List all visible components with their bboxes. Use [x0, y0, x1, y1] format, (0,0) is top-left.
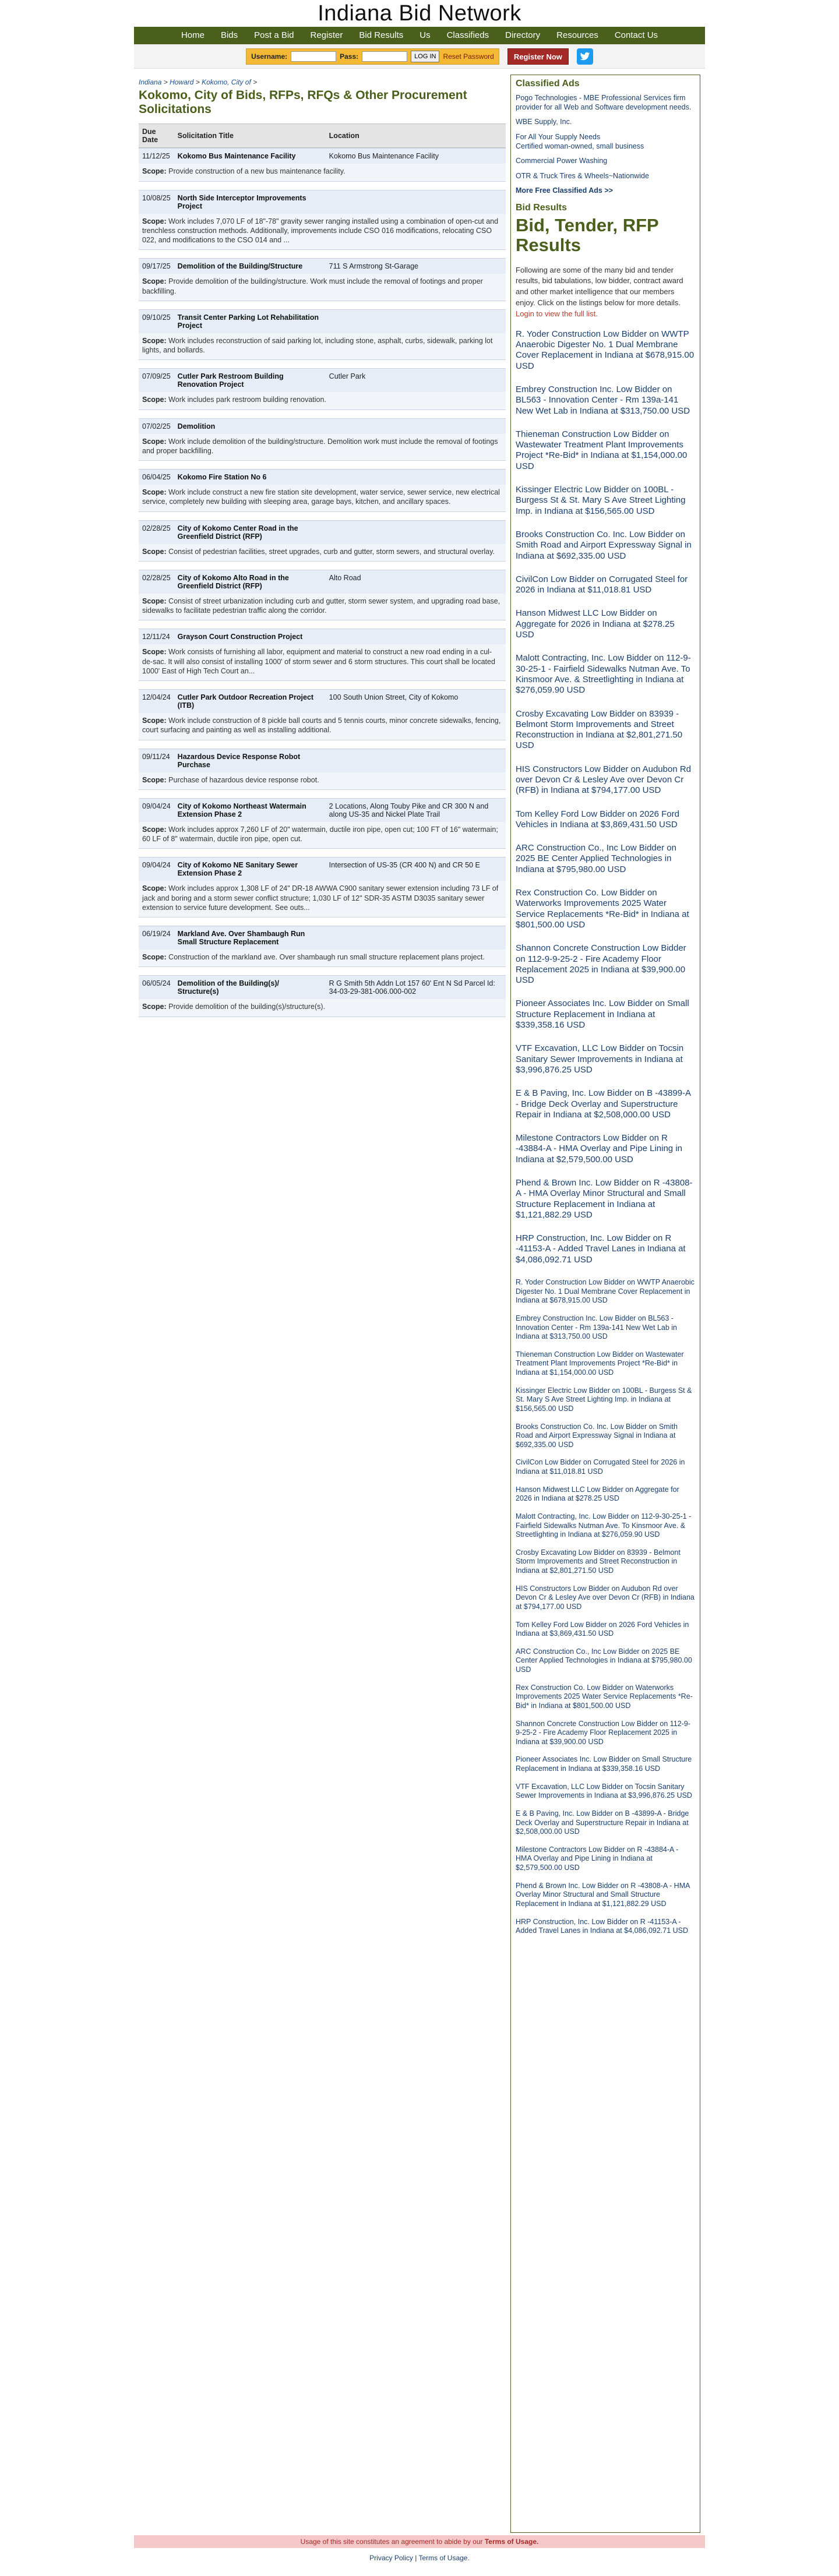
row-location [326, 520, 506, 544]
scope-text: Work consists of furnishing all labor, equipment and material to construct a new road ending in a cul-de-sac. It will also consist of installing 1000' of storm sewer and 6 storm structures. This court shall be located 1000' East of High Tech Court an... [142, 648, 495, 675]
row-location [326, 309, 506, 333]
bid-result-item-compact[interactable]: Hanson Midwest LLC Low Bidder on Aggregate for 2026 in Indiana at $278.25 USD [516, 1485, 679, 1503]
row-location: Intersection of US-35 (CR 400 N) and CR 50 E [326, 857, 506, 881]
scope-label: Scope: [142, 217, 167, 225]
scope-text: Work includes approx 7,260 LF of 20" watermain, ductile iron pipe, open cut; 100 FT of 16" watermain; 60 LF of 8" watermain, ductile iron pipe, open cut. [142, 825, 498, 844]
row-location: 100 South Union Street, City of Kokomo [326, 689, 506, 713]
table-row-scope [139, 392, 506, 410]
classified-ad-item[interactable]: Commercial Power Washing [516, 157, 608, 165]
bid-result-item-compact[interactable]: Malott Contracting, Inc. Low Bidder on 112-9-30-25-1 - Fairfield Sidewalks Nutman Ave. To Kinsmoor Ave. & Streetlighting in Indiana at $276,059.90 USD [516, 1512, 692, 1539]
row-spacer [139, 461, 506, 469]
row-due-date: 06/05/24 [139, 975, 174, 999]
bid-result-item[interactable]: HRP Construction, Inc. Low Bidder on R -41153-A - Added Travel Lanes in Indiana at $4,086,092.71 USD [516, 1233, 686, 1265]
nav-item-bid-results[interactable]: Bid Results [359, 30, 404, 40]
login-form [246, 48, 499, 65]
row-scope-cell [139, 164, 506, 181]
bid-result-item-compact[interactable]: Shannon Concrete Construction Low Bidder on 112-9-9-25-2 - Fire Academy Floor Replacement 2025 in Indiana at $39,900.00 USD [516, 1719, 690, 1746]
page-title: Kokomo, City of Bids, RFPs, RFQs & Other Procurement Solicitations [139, 89, 467, 117]
scope-text: Construction of the markland ave. Over shambaugh run small structure replacement plans project. [168, 953, 485, 962]
nav-item-us[interactable]: Us [420, 30, 431, 40]
table-row-scope [139, 950, 506, 967]
row-title-link[interactable]: City of Kokomo NE Sanitary Sewer Extension Phase 2 [174, 857, 326, 881]
nav-item-contact-us[interactable]: Contact Us [614, 30, 658, 40]
breadcrumb-state[interactable]: Indiana [139, 78, 162, 86]
scope-text: Work includes reconstruction of said parking lot, including stone, asphalt, curbs, sidewalk, parking lot lights, and bollards. [142, 336, 493, 355]
scope-label: Scope: [142, 825, 167, 834]
col-title: Solicitation Title [174, 123, 326, 148]
row-scope-cell [139, 881, 506, 918]
footer-links [134, 2554, 705, 2562]
row-spacer [139, 620, 506, 629]
bid-results-label: Bid Results [516, 203, 567, 213]
scope-label: Scope: [142, 488, 167, 497]
row-spacer-cell [139, 461, 506, 469]
scope-text: Work include construct a new fire station site development, water service, sewer service, new electrical service, completely new building with sleeping area, garage bays, kitchen, and ancillary spaces. [142, 488, 500, 506]
bid-result-item-compact[interactable]: R. Yoder Construction Low Bidder on WWTP Anaerobic Digester No. 1 Dual Membrane Cover Replacement in Indiana at $678,915.00 USD [516, 1278, 695, 1305]
row-title-link[interactable]: Demolition of the Building(s)/ Structure(s) [174, 975, 326, 999]
row-title-link[interactable]: Demolition of the Building/Structure [174, 258, 326, 274]
row-spacer-cell [139, 301, 506, 309]
row-title-link[interactable]: Grayson Court Construction Project [174, 629, 326, 644]
scope-text: Consist of pedestrian facilities, street upgrades, curb and gutter, storm sewers, and structural overlay. [168, 547, 495, 556]
bid-result-item-compact[interactable]: Rex Construction Co. Low Bidder on Waterworks Improvements 2025 Water Service Replacements *Re-Bid* in Indiana at $801,500.00 USD [516, 1683, 693, 1710]
table-row-scope [139, 485, 506, 512]
bid-results-list [516, 329, 695, 1265]
row-due-date: 02/28/25 [139, 570, 174, 594]
scope-label: Scope: [142, 717, 167, 725]
bid-result-item-compact[interactable]: ARC Construction Co., Inc Low Bidder on 2025 BE Center Applied Technologies in Indiana at $795,980.00 USD [516, 1647, 692, 1674]
row-location [326, 629, 506, 644]
bid-result-item[interactable]: VTF Excavation, LLC Low Bidder on Tocsin Sanitary Sewer Improvements in Indiana at $3,996,876.25 USD [516, 1043, 684, 1075]
site-title[interactable]: Indiana Bid Network [318, 1, 521, 26]
table-row [139, 926, 506, 950]
password-input[interactable] [362, 51, 407, 62]
bid-result-item-compact[interactable]: Embrey Construction Inc. Low Bidder on BL563 - Innovation Center - Rm 139a-141 New Wet Lab in Indiana at $313,750.00 USD [516, 1314, 678, 1341]
nav-item-classifieds[interactable]: Classifieds [446, 30, 489, 40]
bid-result-item[interactable]: Thieneman Construction Low Bidder on Wastewater Treatment Plant Improvements Project *Re-Bid* in Indiana at $1,154,000.00 USD [516, 429, 688, 471]
table-row [139, 798, 506, 822]
table-row-scope [139, 214, 506, 250]
sidebar [510, 75, 700, 2533]
row-due-date: 09/04/24 [139, 857, 174, 881]
bid-result-item[interactable]: Brooks Construction Co. Inc. Low Bidder on Smith Road and Airport Expressway Signal in Indiana at $692,335.00 USD [516, 529, 692, 561]
row-scope-cell [139, 214, 506, 250]
table-row-scope [139, 713, 506, 740]
site-wrapper [134, 0, 705, 2562]
bid-results-heading: Bid, Tender, RFP Results [516, 215, 659, 256]
row-spacer [139, 182, 506, 190]
bid-result-item[interactable]: Hanson Midwest LLC Low Bidder on Aggregate for 2026 in Indiana at $278.25 USD [516, 608, 675, 640]
row-spacer-cell [139, 512, 506, 520]
scope-label: Scope: [142, 547, 167, 556]
breadcrumb: Indiana > Howard > Kokomo, City of > [139, 78, 258, 86]
row-spacer [139, 512, 506, 520]
row-spacer [139, 360, 506, 368]
scope-text: Consist of street urbanization including curb and gutter, storm sewer system, and upgrading road base, sidewalks to facilitate pedestrian traffic along the corridor. [142, 597, 500, 615]
breadcrumb-county[interactable]: Howard [170, 78, 194, 86]
table-row [139, 190, 506, 214]
intro-text: Following are some of the many bid and tender results, bid tabulations, low bidder, contract award and other market intelligence that our members enjoy. Click on the listings below for more details. [516, 265, 683, 308]
row-spacer-cell [139, 740, 506, 749]
bid-result-item[interactable]: Tom Kelley Ford Low Bidder on 2026 Ford Vehicles in Indiana at $3,869,431.50 USD [516, 809, 679, 830]
table-row [139, 148, 506, 164]
table-row-scope [139, 164, 506, 181]
terms-banner [134, 2535, 705, 2548]
row-due-date: 06/04/25 [139, 469, 174, 485]
username-label: Username: [251, 52, 288, 61]
solicitations-table [139, 123, 506, 1025]
bid-result-item-compact[interactable]: VTF Excavation, LLC Low Bidder on Tocsin Sanitary Sewer Improvements in Indiana at $3,996,876.25 USD [516, 1782, 692, 1800]
terms-banner-link[interactable]: Terms of Usage. [484, 2538, 539, 2546]
main-nav [134, 27, 705, 44]
row-scope-cell [139, 713, 506, 740]
row-spacer [139, 849, 506, 857]
row-spacer-cell [139, 182, 506, 190]
classified-ad-item[interactable]: Pogo Technologies - MBE Professional Services firm provider for all Web and Software development needs. [516, 94, 692, 111]
table-row [139, 689, 506, 713]
register-now-button[interactable]: Register Now [507, 48, 569, 65]
table-row-scope [139, 772, 506, 790]
scope-label: Scope: [142, 648, 167, 657]
col-due-date: Due Date [139, 123, 174, 148]
bid-result-item-compact[interactable]: HIS Constructors Low Bidder on Audubon Rd over Devon Cr & Lesley Ave over Devon Cr (RFB) in Indiana at $794,177.00 USD [516, 1584, 695, 1611]
bid-result-item[interactable]: Embrey Construction Inc. Low Bidder on BL563 - Innovation Center - Rm 139a-141 New Wet Lab in Indiana at $313,750.00 USD [516, 384, 690, 416]
table-row-scope [139, 999, 506, 1017]
row-scope-cell [139, 950, 506, 967]
nav-item-bids[interactable]: Bids [220, 30, 238, 40]
bid-result-item-compact[interactable]: Thieneman Construction Low Bidder on Wastewater Treatment Plant Improvements Project *Re-Bid* in Indiana at $1,154,000.00 USD [516, 1350, 684, 1377]
row-spacer-cell [139, 790, 506, 798]
classified-ads-heading: Classified Ads [516, 79, 580, 89]
nav-item-post-a-bid[interactable]: Post a Bid [254, 30, 294, 40]
row-title-link[interactable]: Demolition [174, 418, 326, 434]
scope-text: Work include construction of 8 pickle ball courts and 5 tennis courts, minor concrete sidewalks, fencing, court surfacing and painting as well as installing additional. [142, 717, 501, 735]
row-due-date: 06/19/24 [139, 926, 174, 950]
nav-item-home[interactable]: Home [181, 30, 205, 40]
scope-text: Provide construction of a new bus maintenance facility. [168, 167, 346, 176]
login-bar [134, 44, 705, 69]
table-row-scope [139, 594, 506, 621]
row-spacer [139, 1017, 506, 1025]
row-due-date: 12/04/24 [139, 689, 174, 713]
row-due-date: 07/09/25 [139, 368, 174, 392]
scope-label: Scope: [142, 1003, 167, 1011]
row-spacer-cell [139, 562, 506, 570]
row-spacer-cell [139, 849, 506, 857]
row-spacer-cell [139, 1017, 506, 1025]
scope-text: Provide demolition of the building/structure. Work must include the removal of footings and proper backfilling. [142, 277, 483, 295]
row-title-link[interactable]: Hazardous Device Response Robot Purchase [174, 749, 326, 772]
classified-ad-item[interactable]: OTR & Truck Tires & Wheels~Nationwide [516, 171, 649, 180]
scope-text: Work include demolition of the building/structure. Demolition work must include the removal of footings and proper backfilling. [142, 437, 498, 455]
row-scope-cell [139, 772, 506, 790]
terms-of-usage-link[interactable]: Terms of Usage. [418, 2554, 470, 2562]
row-scope-cell [139, 333, 506, 361]
bid-result-item[interactable]: Phend & Brown Inc. Low Bidder on R -43808-A - HMA Overlay Minor Structural and Small Structure Replacement in Indiana at $1,121,882.29 USD [516, 1178, 693, 1220]
row-location: Cutler Park [326, 368, 506, 392]
nav-item-register[interactable]: Register [310, 30, 343, 40]
bid-result-item[interactable]: HIS Constructors Low Bidder on Audubon Rd over Devon Cr & Lesley Ave over Devon Cr (RFB) in Indiana at $794,177.00 USD [516, 764, 692, 796]
bid-result-item-compact[interactable]: Pioneer Associates Inc. Low Bidder on Small Structure Replacement in Indiana at $339,358.16 USD [516, 1755, 692, 1773]
bid-result-item-compact[interactable]: Brooks Construction Co. Inc. Low Bidder on Smith Road and Airport Expressway Signal in Indiana at $692,335.00 USD [516, 1422, 678, 1449]
username-input[interactable] [291, 51, 336, 62]
row-due-date: 09/11/24 [139, 749, 174, 772]
table-row [139, 629, 506, 644]
bid-result-item-compact[interactable]: Kissinger Electric Low Bidder on 100BL - Burgess St & St. Mary S Ave Street Lighting Imp. in Indiana at $156,565.00 USD [516, 1386, 692, 1413]
row-due-date: 10/08/25 [139, 190, 174, 214]
scope-label: Scope: [142, 884, 167, 893]
row-due-date: 09/17/25 [139, 258, 174, 274]
main-column [139, 75, 506, 1025]
table-row-scope [139, 274, 506, 301]
row-location: R G Smith 5th Addn Lot 157 60' Ent N Sd Parcel Id: 34-03-29-381-006.000-002 [326, 975, 506, 999]
row-spacer-cell [139, 360, 506, 368]
bid-result-item[interactable]: E & B Paving, Inc. Low Bidder on B -43899-A - Bridge Deck Overlay and Superstructure Repair in Indiana at $2,508,000.00 USD [516, 1088, 691, 1120]
table-row-scope [139, 822, 506, 849]
row-title-link[interactable]: Transit Center Parking Lot Rehabilitation Project [174, 309, 326, 333]
scope-label: Scope: [142, 437, 167, 446]
row-title-link[interactable]: City of Kokomo Northeast Watermain Extension Phase 2 [174, 798, 326, 822]
bid-result-item[interactable]: Pioneer Associates Inc. Low Bidder on Small Structure Replacement in Indiana at $339,358.16 USD [516, 998, 689, 1031]
table-row [139, 975, 506, 999]
row-title-link[interactable]: Kokomo Fire Station No 6 [174, 469, 326, 485]
nav-item-resources[interactable]: Resources [556, 30, 598, 40]
scope-label: Scope: [142, 277, 167, 286]
bid-result-item[interactable]: Malott Contracting, Inc. Low Bidder on 112-9-30-25-1 - Fairfield Sidewalks Nutman Ave. To Kinsmoor Ave. & Streetlighting in Indiana at $276,059.90 USD [516, 653, 691, 696]
bid-result-item[interactable]: Shannon Concrete Construction Low Bidder on 112-9-9-25-2 - Fire Academy Floor Replacement 2025 in Indiana at $39,900.00 USD [516, 943, 686, 986]
scope-label: Scope: [142, 167, 167, 176]
scope-label: Scope: [142, 396, 167, 404]
row-spacer-cell [139, 967, 506, 975]
row-location [326, 190, 506, 214]
bid-results-list-compact [516, 1278, 695, 1936]
row-spacer [139, 740, 506, 749]
bid-result-item-compact[interactable]: Milestone Contractors Low Bidder on R -43884-A - HMA Overlay and Pipe Lining in Indiana at $2,579,500.00 USD [516, 1845, 679, 1872]
row-due-date: 11/12/25 [139, 148, 174, 164]
table-row [139, 857, 506, 881]
scope-text: Provide demolition of the building(s)/structure(s). [168, 1003, 326, 1011]
row-location: 2 Locations, Along Touby Pike and CR 300 N and along US-35 and Nickel Plate Trail [326, 798, 506, 822]
row-spacer [139, 967, 506, 975]
table-row [139, 258, 506, 274]
classified-ad-item[interactable]: For All Your Supply Needs Certified woman-owned, small business [516, 132, 644, 150]
row-due-date: 02/28/25 [139, 520, 174, 544]
row-spacer [139, 562, 506, 570]
col-location: Location [326, 123, 506, 148]
row-spacer [139, 250, 506, 258]
bid-result-item[interactable]: Rex Construction Co. Low Bidder on Waterworks Improvements 2025 Water Service Replacements *Re-Bid* in Indiana at $801,500.00 USD [516, 888, 689, 930]
row-scope-cell [139, 822, 506, 849]
bid-result-item[interactable]: CivilCon Low Bidder on Corrugated Steel for 2026 in Indiana at $11,018.81 USD [516, 574, 688, 595]
table-row [139, 368, 506, 392]
password-label: Pass: [340, 52, 359, 61]
bid-result-item-compact[interactable]: HRP Construction, Inc. Low Bidder on R -41153-A - Added Travel Lanes in Indiana at $4,086,092.71 USD [516, 1917, 689, 1935]
row-title-link[interactable]: Cutler Park Restroom Building Renovation Project [174, 368, 326, 392]
scope-text: Work includes 7,070 LF of 18"-78" gravity sewer ranging installed using a combination of open-cut and trenchless construction methods. Additionally, improvements include CSO 016 modifications, relocating CSO 022, and modifications to the CSO 014 and ... [142, 217, 499, 245]
row-scope-cell [139, 434, 506, 461]
bid-result-item-compact[interactable]: Phend & Brown Inc. Low Bidder on R -43808-A - HMA Overlay Minor Structural and Small Structure Replacement in Indiana at $1,121,882.29 USD [516, 1881, 690, 1908]
nav-item-directory[interactable]: Directory [505, 30, 541, 40]
row-scope-cell [139, 485, 506, 512]
row-spacer [139, 790, 506, 798]
login-button[interactable]: LOG IN [411, 51, 439, 62]
scope-text: Work includes approx 1,308 LF of 24" DR-18 AWWA C900 sanitary sewer extension including 73 LF of jack and boring and a storm sewer conflict structure; 1,030 LF of 12" SDR-35 ASTM D3035 sanitary sewer extension to service future development. See outs... [142, 884, 499, 912]
row-spacer-cell [139, 681, 506, 689]
reset-password-link[interactable]: Reset Password [443, 52, 494, 61]
table-header-row [139, 123, 506, 148]
row-spacer [139, 301, 506, 309]
footer-separator: | [415, 2554, 417, 2562]
table-row [139, 749, 506, 772]
classified-ad-item[interactable]: WBE Supply, Inc. [516, 118, 572, 126]
row-title-link[interactable]: City of Kokomo Center Road in the Greenfield District (RFP) [174, 520, 326, 544]
table-row [139, 309, 506, 333]
row-spacer-cell [139, 250, 506, 258]
table-row-scope [139, 644, 506, 681]
table-row [139, 520, 506, 544]
more-classified-ads-link[interactable]: More Free Classified Ads >> [516, 186, 613, 195]
terms-banner-text: Usage of this site constitutes an agreement to abide by our [300, 2538, 483, 2546]
row-due-date: 07/02/25 [139, 418, 174, 434]
login-to-view-link[interactable]: Login to view the full list. [516, 309, 598, 318]
bid-result-item[interactable]: Milestone Contractors Low Bidder on R -43884-A - HMA Overlay and Pipe Lining in Indiana at $2,579,500.00 USD [516, 1133, 682, 1165]
row-location: Kokomo Bus Maintenance Facility [326, 148, 506, 164]
bid-results-intro [516, 265, 695, 320]
row-location [326, 469, 506, 485]
row-location [326, 749, 506, 772]
table-row [139, 570, 506, 594]
bid-result-item[interactable]: Kissinger Electric Low Bidder on 100BL - Burgess St & St. Mary S Ave Street Lighting Imp. in Indiana at $156,565.00 USD [516, 485, 686, 516]
row-scope-cell [139, 594, 506, 621]
row-location: 711 S Armstrong St-Garage [326, 258, 506, 274]
row-location: Alto Road [326, 570, 506, 594]
bid-result-item-compact[interactable]: CivilCon Low Bidder on Corrugated Steel for 2026 in Indiana at $11,018.81 USD [516, 1458, 685, 1476]
privacy-policy-link[interactable]: Privacy Policy [369, 2554, 413, 2562]
table-row-scope [139, 434, 506, 461]
bid-result-item-compact[interactable]: Crosby Excavating Low Bidder on 83939 - Belmont Storm Improvements and Street Reconstruction in Indiana at $2,801,271.50 USD [516, 1548, 681, 1575]
row-spacer [139, 681, 506, 689]
row-scope-cell [139, 274, 506, 301]
row-spacer [139, 410, 506, 418]
row-due-date: 09/04/24 [139, 798, 174, 822]
row-title-link[interactable]: Kokomo Bus Maintenance Facility [174, 148, 326, 164]
row-scope-cell [139, 544, 506, 562]
scope-label: Scope: [142, 775, 167, 784]
scope-label: Scope: [142, 336, 167, 345]
table-row-scope [139, 333, 506, 361]
row-title-link[interactable]: Cutler Park Outdoor Recreation Project (ITB) [174, 689, 326, 713]
row-spacer-cell [139, 410, 506, 418]
row-scope-cell [139, 392, 506, 410]
row-location [326, 418, 506, 434]
scope-text: Work includes park restroom building renovation. [168, 396, 326, 404]
scope-label: Scope: [142, 597, 167, 605]
row-title-link[interactable]: City of Kokomo Alto Road in the Greenfield District (RFP) [174, 570, 326, 594]
twitter-button[interactable] [577, 48, 593, 65]
row-scope-cell [139, 644, 506, 681]
solicitations-body [139, 148, 506, 1025]
classified-ads-list [516, 94, 695, 181]
scope-label: Scope: [142, 953, 167, 962]
row-title-link[interactable]: Markland Ave. Over Shambaugh Run Small Structure Replacement [174, 926, 326, 950]
bid-result-item-compact[interactable]: Tom Kelley Ford Low Bidder on 2026 Ford Vehicles in Indiana at $3,869,431.50 USD [516, 1620, 689, 1638]
bid-result-item[interactable]: ARC Construction Co., Inc Low Bidder on 2025 BE Center Applied Technologies in Indiana at $795,980.00 USD [516, 843, 676, 874]
table-row-scope [139, 881, 506, 918]
row-spacer-cell [139, 620, 506, 629]
table-row [139, 469, 506, 485]
row-spacer-cell [139, 918, 506, 926]
breadcrumb-city[interactable]: Kokomo, City of [202, 78, 251, 86]
bid-result-item-compact[interactable]: E & B Paving, Inc. Low Bidder on B -43899-A - Bridge Deck Overlay and Superstructure Repair in Indiana at $2,508,000.00 USD [516, 1809, 689, 1836]
bid-result-item[interactable]: Crosby Excavating Low Bidder on 83939 - Belmont Storm Improvements and Street Reconstruction in Indiana at $2,801,271.50 USD [516, 708, 683, 751]
row-due-date: 09/10/25 [139, 309, 174, 333]
twitter-icon [580, 51, 590, 62]
row-due-date: 12/11/24 [139, 629, 174, 644]
bid-result-item[interactable]: R. Yoder Construction Low Bidder on WWTP Anaerobic Digester No. 1 Dual Membrane Cover Replacement in Indiana at $678,915.00 USD [516, 329, 695, 371]
scope-text: Purchase of hazardous device response robot. [168, 775, 319, 784]
row-title-link[interactable]: North Side Interceptor Improvements Project [174, 190, 326, 214]
table-row-scope [139, 544, 506, 562]
row-location [326, 926, 506, 950]
table-row [139, 418, 506, 434]
row-spacer [139, 918, 506, 926]
row-scope-cell [139, 999, 506, 1017]
